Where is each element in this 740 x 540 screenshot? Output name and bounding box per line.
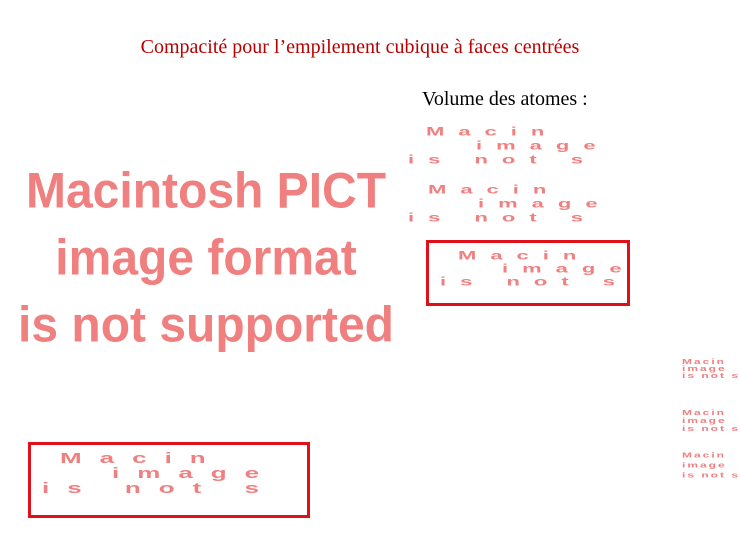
pict-fragment-edge-1 — [682, 357, 740, 384]
fragment-line-2: image — [112, 464, 278, 482]
pict-placeholder-main — [18, 158, 394, 360]
fragment-line-1: Macin — [458, 248, 591, 263]
fragment-line-2: image — [682, 364, 727, 373]
pict-fragment-edge-2 — [682, 408, 740, 438]
pict-placeholder-line-1: Macintosh PICT — [25, 163, 387, 219]
fragment-line-1: Macin — [60, 449, 224, 467]
fragment-line-1: Macin — [682, 450, 727, 460]
fragment-line-2: image — [478, 196, 612, 211]
pict-placeholder-line-2: image format — [55, 230, 357, 287]
fragment-line-1: Macin — [426, 124, 559, 139]
fragment-line-3: is not s — [42, 479, 278, 497]
pict-fragment-edge-3 — [682, 450, 740, 488]
fragment-line-3: is not s — [682, 371, 740, 380]
pict-placeholder-line-3: is not supported — [18, 297, 394, 354]
fragment-line-3: is not s — [440, 274, 630, 289]
volume-label: Volume des atomes : — [422, 88, 588, 110]
fragment-line-1: Macin — [682, 408, 727, 417]
fragment-line-2: image — [682, 416, 727, 425]
fragment-line-2: image — [682, 460, 727, 470]
fragment-line-3: is not s — [682, 424, 740, 433]
pict-fragment-top-2 — [408, 182, 720, 226]
slide-title: Compacité pour l’empilement cubique à faces centrées — [140, 36, 580, 58]
fragment-line-1: Macin — [428, 182, 561, 197]
fragment-line-3: is not s — [682, 470, 740, 480]
fragment-line-3: is not s — [408, 152, 598, 167]
pict-fragment-framed-bottom — [42, 449, 388, 500]
pict-fragment-framed-right — [440, 248, 720, 292]
fragment-line-2: image — [502, 261, 636, 276]
fragment-line-1: Macin — [682, 357, 727, 366]
pict-fragment-top-1 — [408, 124, 720, 168]
fragment-line-2: image — [476, 138, 610, 153]
fragment-line-3: is not s — [408, 210, 598, 225]
